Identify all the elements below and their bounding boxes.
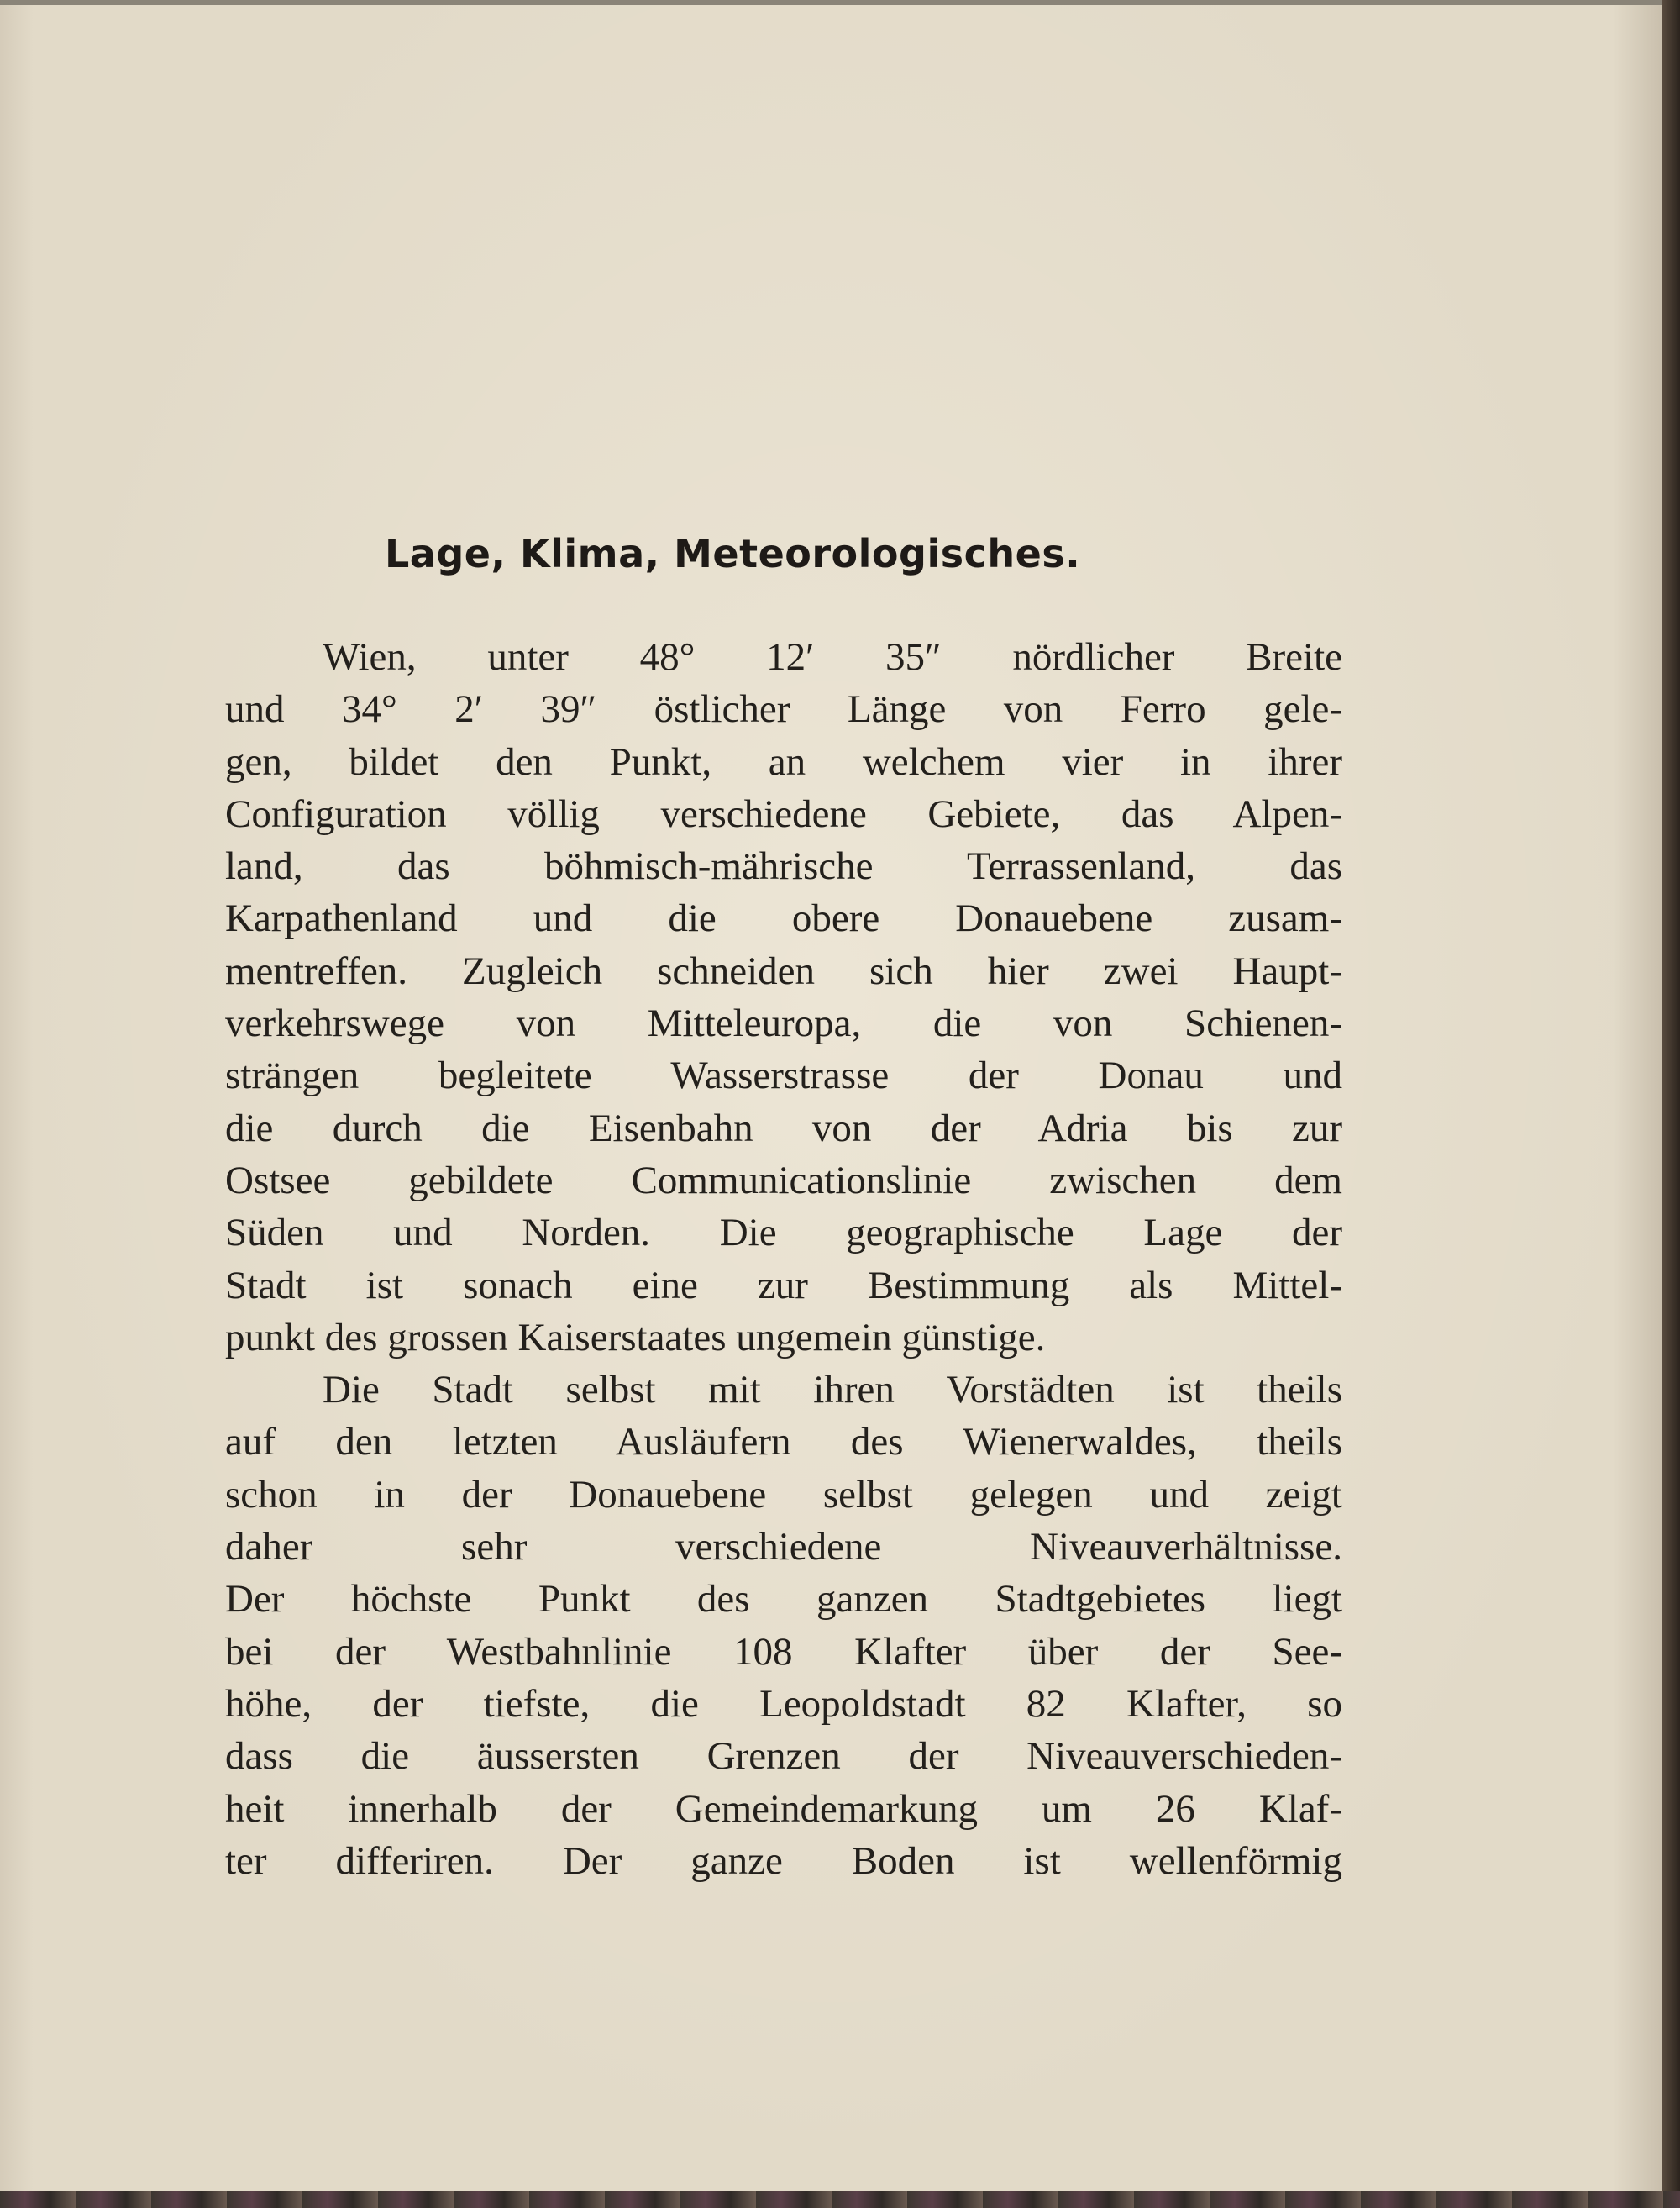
page-edge-bottom	[0, 2191, 1680, 2208]
text-line: Der höchste Punkt des ganzen Stadtgebietes liegt	[225, 1577, 1342, 1622]
text-line: gen, bildet den Punkt, an welchem vier in ihrer	[225, 739, 1342, 784]
text-line: heit innerhalb der Gemeindemarkung um 26 Klaf-	[225, 1786, 1342, 1831]
text-line: und 34° 2′ 39″ östlicher Länge von Ferro gele-	[225, 687, 1342, 732]
body-text	[225, 631, 1342, 1887]
text-line: strängen begleitete Wasserstrasse der Donau und	[225, 1054, 1342, 1098]
text-line: mentreffen. Zugleich schneiden sich hier zwei Haupt-	[225, 949, 1342, 993]
text-line: bei der Westbahnlinie 108 Klafter über der See-	[225, 1629, 1342, 1674]
page-edge-right	[1662, 0, 1680, 2208]
text-line: Stadt ist sonach eine zur Bestimmung als Mittel-	[225, 1263, 1342, 1307]
section-heading: Lage, Klima, Meteorologisches.	[385, 531, 1081, 576]
text-line: Karpathenland und die obere Donauebene zusam-	[225, 896, 1342, 941]
text-line: dass die äussersten Grenzen der Niveauverschieden-	[225, 1734, 1342, 1779]
text-line: ter differiren. Der ganze Boden ist wellenförmig	[225, 1838, 1342, 1883]
text-line: höhe, der tiefste, die Leopoldstadt 82 Klafter, so	[225, 1681, 1342, 1726]
text-line: schon in der Donauebene selbst gelegen und zeigt	[225, 1472, 1342, 1517]
text-line: Süden und Norden. Die geographische Lage der	[225, 1211, 1342, 1255]
text-line: Wien, unter 48° 12′ 35″ nördlicher Breite	[323, 635, 1342, 679]
text-line: verkehrswege von Mitteleuropa, die von Schienen-	[225, 1001, 1342, 1046]
text-line: auf den letzten Ausläufern des Wienerwaldes, theils	[225, 1420, 1342, 1464]
text-line: Ostsee gebildete Communicationslinie zwischen dem	[225, 1158, 1342, 1202]
text-line: punkt des grossen Kaiserstaates ungemein günstige.	[225, 1315, 1046, 1359]
bleed-through-text	[227, 274, 1344, 375]
text-line: land, das böhmisch-mährische Terrassenland, das	[225, 844, 1342, 889]
text-line: die durch die Eisenbahn von der Adria bis zur	[225, 1106, 1342, 1150]
text-line: Die Stadt selbst mit ihren Vorstädten ist theils	[323, 1368, 1342, 1412]
text-line: daher sehr verschiedene Niveauverhältnisse.	[225, 1525, 1342, 1569]
text-line: Configuration völlig verschiedene Gebiete, das Alpen-	[225, 791, 1342, 836]
